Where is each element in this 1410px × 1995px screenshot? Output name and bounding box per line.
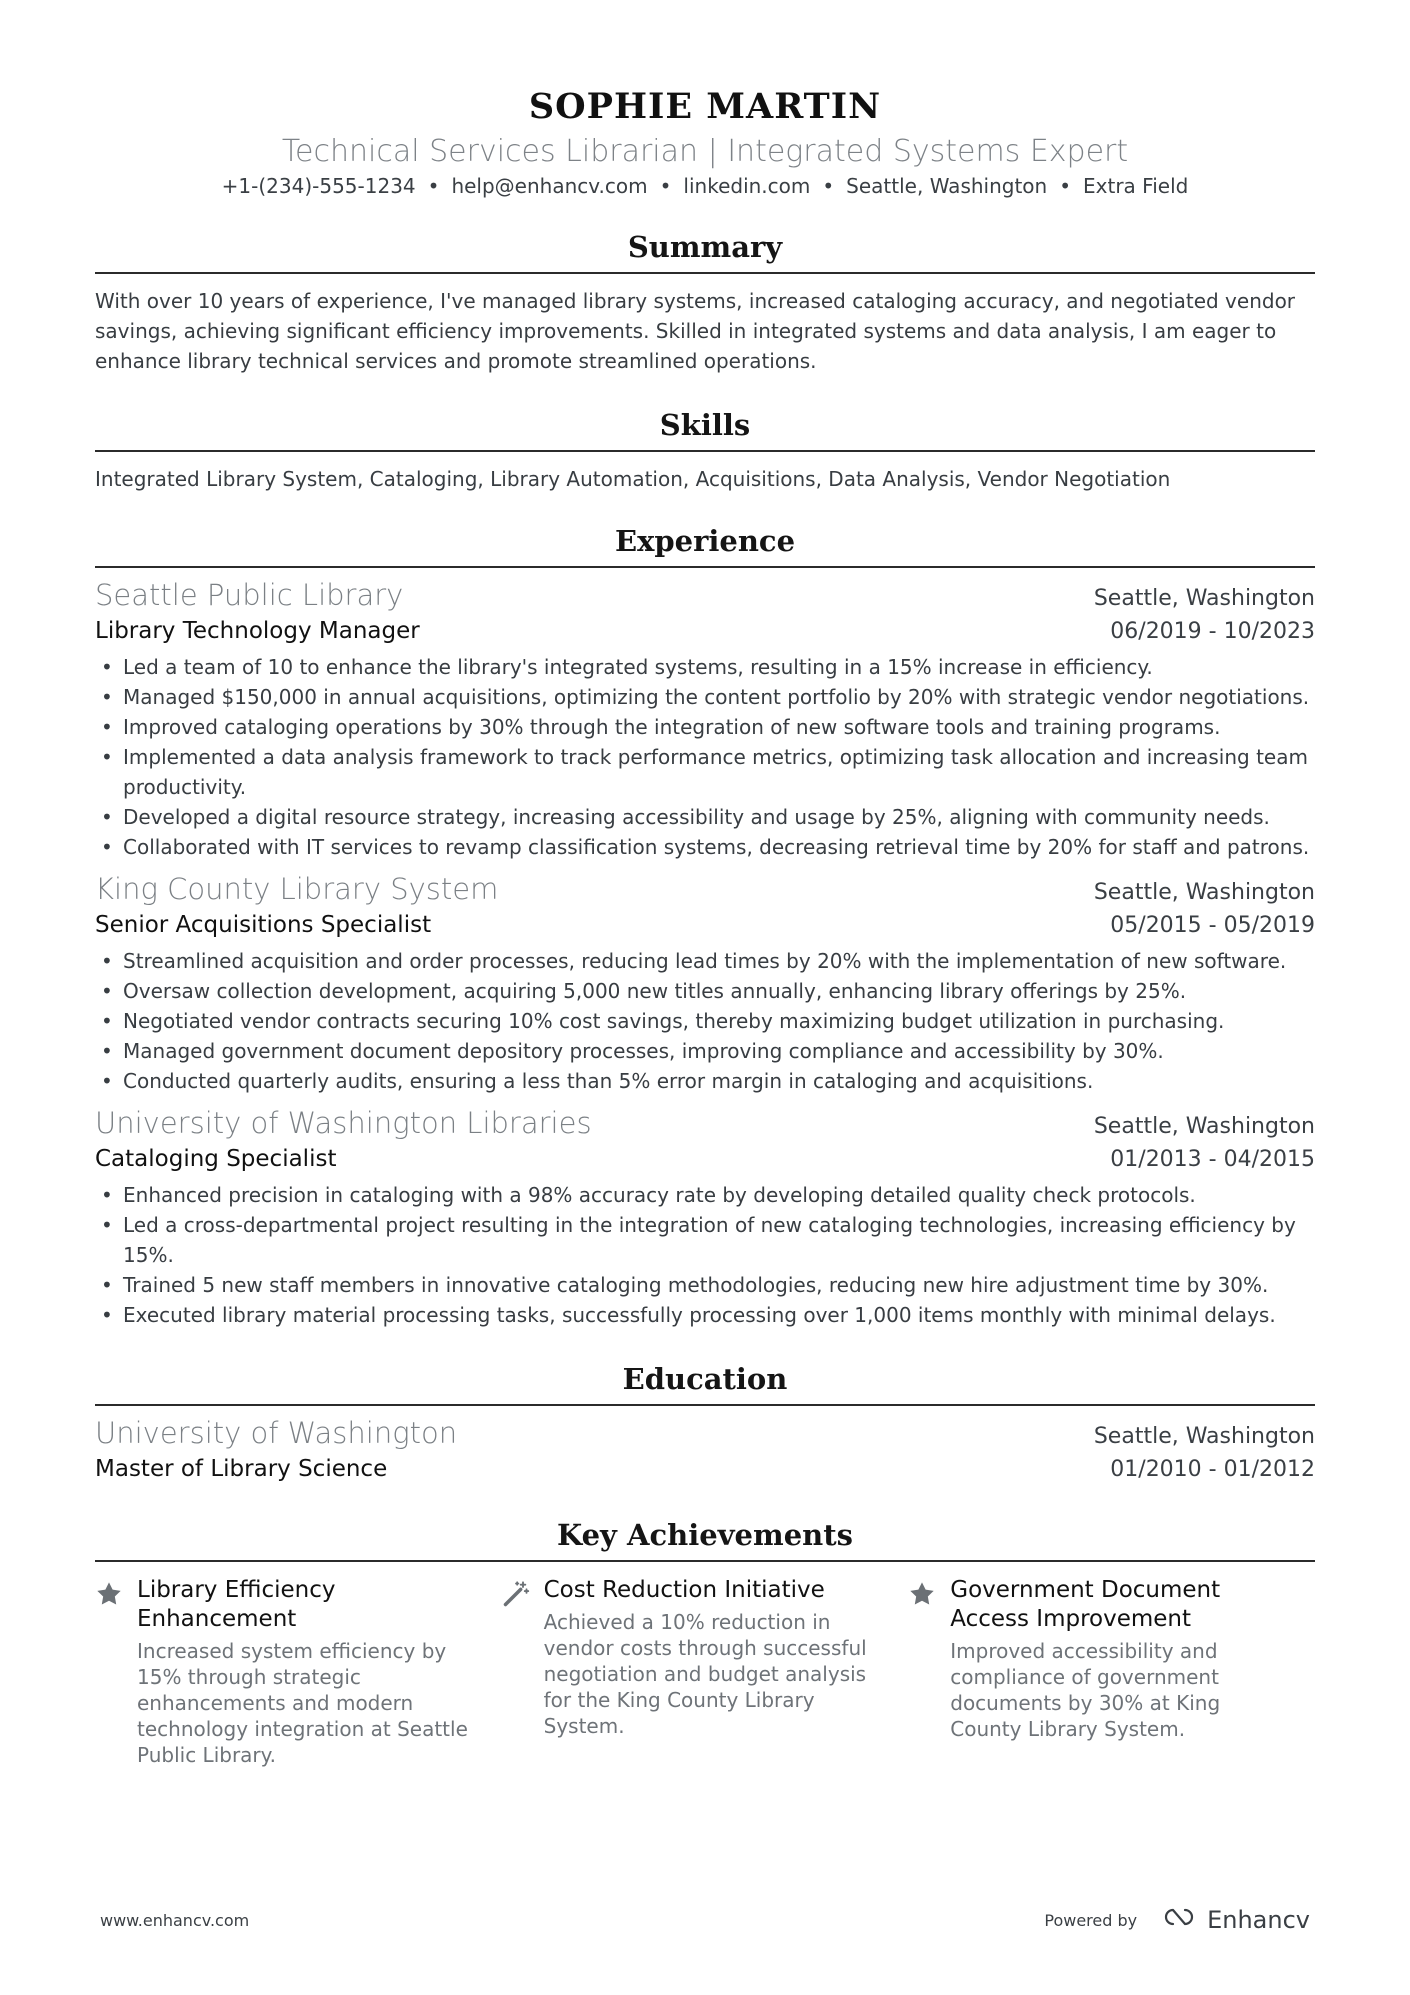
job-bullet: • Enhanced precision in cataloging with a 98% accuracy rate by developing detailed quality check protocols. [95,1180,1315,1210]
achievement-title: Government Document Access Improvement [950,1577,1221,1632]
job-bullets [95,946,1315,1096]
education-dates: 01/2010 - 01/2012 [1110,1457,1315,1482]
experience-entry [95,576,1315,862]
achievement-item [502,1576,909,1768]
job-dates: 06/2019 - 10/2023 [1110,619,1315,644]
page-footer [100,1905,1310,1935]
star-icon [908,1576,950,1768]
job-bullet: • Executed library material processing tasks, successfully processing over 1,000 items monthly with minimal delays. [95,1300,1315,1330]
brand-logo-icon [1153,1905,1199,1935]
contact-separator: • [427,174,440,198]
job-title: Library Technology Manager [95,618,420,644]
achievement-item [908,1576,1315,1768]
job-bullet: • Managed $150,000 in annual acquisitions, optimizing the content portfolio by 20% with strategic vendor negotiations. [95,682,1315,712]
achievement-title: Library Efficiency Enhancement [137,1577,336,1632]
experience-entry [95,1104,1315,1330]
job-bullet: • Improved cataloging operations by 30% through the integration of new software tools and training programs. [95,712,1315,742]
job-bullet: • Led a team of 10 to enhance the library's integrated systems, resulting in a 15% increase in efficiency. [95,652,1315,682]
brand-name: Enhancv [1207,1906,1310,1934]
school-name: University of Washington [95,1416,458,1450]
section-title-experience: Experience [95,522,1315,568]
contact-extra-field: Extra Field [1083,174,1189,198]
job-bullets [95,1180,1315,1330]
brand-logo[interactable] [1153,1905,1310,1935]
star-icon [95,1576,137,1768]
job-dates: 01/2013 - 04/2015 [1110,1147,1315,1172]
achievement-description: Improved accessibility and compliance of government documents by 30% at King County Library System. [950,1639,1221,1741]
job-bullet: • Conducted quarterly audits, ensuring a less than 5% error margin in cataloging and acquisitions. [95,1066,1315,1096]
magic-wand-icon [502,1576,544,1768]
summary-text: With over 10 years of experience, I've managed library systems, increased cataloging accuracy, and negotiated vendor savings, achieving significant efficiency improvements. Skilled in integrated systems and data analysis, I am eager to enhance library technical services and promote streamlined operations. [95,289,1296,373]
job-bullet: • Implemented a data analysis framework to track performance metrics, optimizing task allocation and increasing team productivity. [95,742,1315,802]
achievement-item [95,1576,502,1768]
contact-phone[interactable]: +1-(234)-555-1234 [221,174,416,198]
summary-section [95,228,1315,376]
job-bullet: • Led a cross-departmental project resulting in the integration of new cataloging technologies, increasing efficiency by 15%. [95,1210,1315,1270]
education-section [95,1360,1315,1486]
powered-by-label: Powered by [1044,1910,1138,1930]
candidate-name: SOPHIE MARTIN [528,86,882,127]
achievement-description: Increased system efficiency by 15% through strategic enhancements and modern technology integration at Seattle Public Library. [137,1639,468,1767]
employer-name: King County Library System [95,872,499,906]
employer-location: Seattle, Washington [1093,1114,1315,1139]
skills-text: Integrated Library System, Cataloging, Library Automation, Acquisitions, Data Analysis, Vendor Negotiation [95,467,1171,491]
school-location: Seattle, Washington [1093,1424,1315,1449]
job-dates: 05/2015 - 05/2019 [1110,913,1315,938]
job-bullet: • Negotiated vendor contracts securing 10% cost savings, thereby maximizing budget utilization in purchasing. [95,1006,1315,1036]
candidate-headline: Technical Services Librarian | Integrated Systems Expert [281,134,1129,169]
employer-location: Seattle, Washington [1093,586,1315,611]
job-title: Cataloging Specialist [95,1146,337,1172]
skills-section [95,406,1315,494]
job-bullet: • Trained 5 new staff members in innovative cataloging methodologies, reducing new hire adjustment time by 30%. [95,1270,1315,1300]
achievement-description: Achieved a 10% reduction in vendor costs through successful negotiation and budget analysis for the King County Library System. [543,1610,867,1738]
contact-separator: • [659,174,672,198]
contact-separator: • [1059,174,1072,198]
job-bullet: • Managed government document depository processes, improving compliance and accessibility by 30%. [95,1036,1315,1066]
experience-entry [95,870,1315,1096]
job-bullet: • Collaborated with IT services to revamp classification systems, decreasing retrieval time by 20% for staff and patrons. [95,832,1315,862]
contact-separator: • [822,174,835,198]
contact-line [95,172,1315,200]
employer-name: University of Washington Libraries [95,1106,592,1140]
job-title: Senior Acquisitions Specialist [95,912,432,938]
section-title-education: Education [95,1360,1315,1406]
achievement-title: Cost Reduction Initiative [543,1577,825,1603]
job-bullet: • Oversaw collection development, acquiring 5,000 new titles annually, enhancing library offerings by 25%. [95,976,1315,1006]
job-bullet: • Developed a digital resource strategy, increasing accessibility and usage by 25%, aligning with community needs. [95,802,1315,832]
achievements-section [95,1516,1315,1768]
education-entry [95,1414,1315,1486]
employer-location: Seattle, Washington [1093,880,1315,905]
footer-website-link[interactable]: www.enhancv.com [100,1910,250,1930]
employer-name: Seattle Public Library [95,578,404,612]
contact-linkedin[interactable]: linkedin.com [683,174,811,198]
experience-section [95,522,1315,1330]
job-bullets [95,652,1315,862]
section-title-summary: Summary [95,228,1315,274]
section-title-skills: Skills [95,406,1315,452]
job-bullet: • Streamlined acquisition and order processes, reducing lead times by 20% with the implementation of new software. [95,946,1315,976]
resume-header [95,0,1315,200]
contact-email[interactable]: help@enhancv.com [451,174,648,198]
section-title-achievements: Key Achievements [95,1516,1315,1562]
contact-location: Seattle, Washington [846,174,1048,198]
degree-title: Master of Library Science [95,1456,388,1482]
